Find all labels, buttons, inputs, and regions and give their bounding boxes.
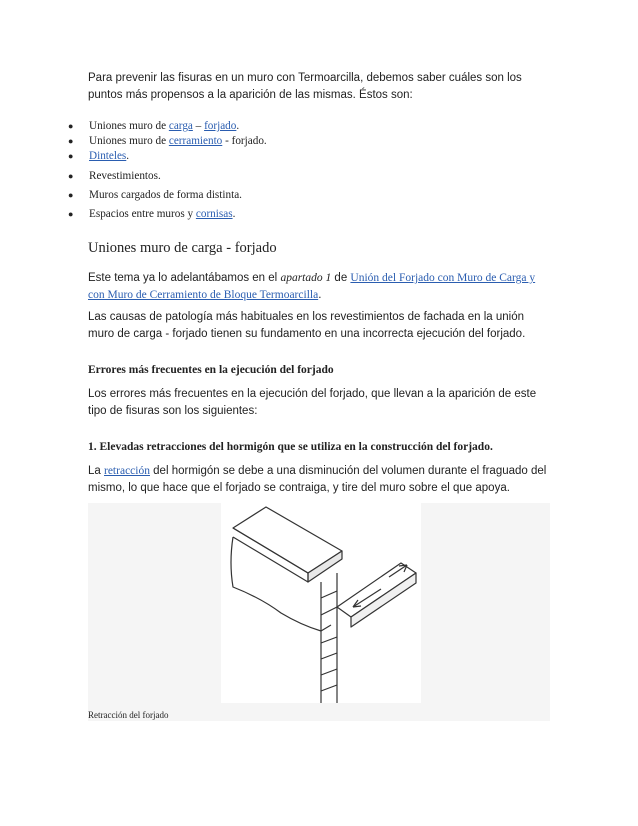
list-item-text: Uniones muro de — [89, 120, 169, 132]
list-item — [68, 149, 267, 164]
paragraph-errors: Los errores más frecuentes en la ejecución del forjado, que llevan a la aparición de este tipo de fisuras son los siguientes: — [88, 388, 537, 417]
link-forjado[interactable]: forjado — [204, 120, 237, 132]
bullet-icon: ● — [68, 121, 74, 131]
bullet-icon: ● — [68, 208, 74, 219]
text-span: del hormigón se debe a una disminución del volumen durante el fraguado del mismo, lo que hace que el forjado se contraiga, y tire del muro sobre el que apoya. — [88, 465, 547, 494]
text-span: Este tema ya lo adelantábamos en el — [88, 272, 281, 284]
list-item-text: . — [232, 207, 236, 220]
list-item — [68, 188, 267, 203]
list-item-text: . — [236, 120, 240, 132]
bullet-icon: ● — [68, 189, 74, 200]
paragraph-reference — [88, 270, 550, 304]
link-cornisas[interactable]: cornisas — [195, 207, 233, 220]
italic-text: apartado 1 — [280, 272, 332, 284]
link-dinteles[interactable]: Dinteles — [89, 150, 127, 163]
list-item — [68, 119, 267, 134]
text-span: . — [318, 289, 322, 301]
text-span: La — [88, 465, 104, 477]
list-item-text: - forjado. — [222, 135, 267, 148]
bullet-icon: ● — [68, 136, 74, 147]
text-span: de — [331, 272, 351, 284]
list-item — [68, 134, 267, 149]
section-heading: Uniones muro de carga - forjado — [88, 240, 277, 256]
list-item — [68, 169, 267, 184]
link-retraccion[interactable]: retracción — [104, 465, 150, 477]
list-item-text: Espacios entre muros y — [89, 207, 196, 220]
list-item-text: – — [192, 120, 205, 132]
paragraph-causes: Las causas de patología más habituales en los revestimientos de fachada en la unión muro de carga - forjado tienen su fundamento en una incorrecta ejecución del forjado. — [88, 311, 526, 340]
list-item-text: . — [126, 150, 130, 163]
bullet-icon: ● — [68, 170, 74, 181]
list-item-text: Uniones muro de — [89, 135, 169, 148]
list-item — [68, 207, 267, 222]
list-item-text: Muros cargados de forma distinta. — [89, 188, 242, 201]
bullet-icon: ● — [68, 151, 74, 162]
subheading-errors: Errores más frecuentes en la ejecución del forjado — [88, 364, 334, 376]
weak-points-list — [68, 119, 267, 222]
paragraph-retraccion — [88, 463, 550, 497]
point-1-heading: 1. Elevadas retracciones del hormigón que se utiliza en la construcción del forjado. — [88, 441, 493, 453]
list-item-text: Revestimientos. — [89, 169, 161, 182]
retraction-drawing — [221, 503, 421, 703]
drawing-panel — [221, 503, 421, 703]
link-cerramiento[interactable]: cerramiento — [168, 135, 223, 148]
figure-retraccion — [88, 503, 550, 721]
link-carga[interactable]: carga — [168, 120, 193, 132]
intro-paragraph: Para prevenir las fisuras en un muro con Termoarcilla, debemos saber cuáles son los puntos más propensos a la aparición de las mismas. Éstos son: — [88, 72, 522, 101]
link-union-forjado[interactable]: Unión del Forjado con Muro de Carga y con Muro de Cerramiento de Bloque Termoarcilla — [88, 272, 536, 301]
figure-caption: Retracción del forjado — [88, 710, 169, 720]
